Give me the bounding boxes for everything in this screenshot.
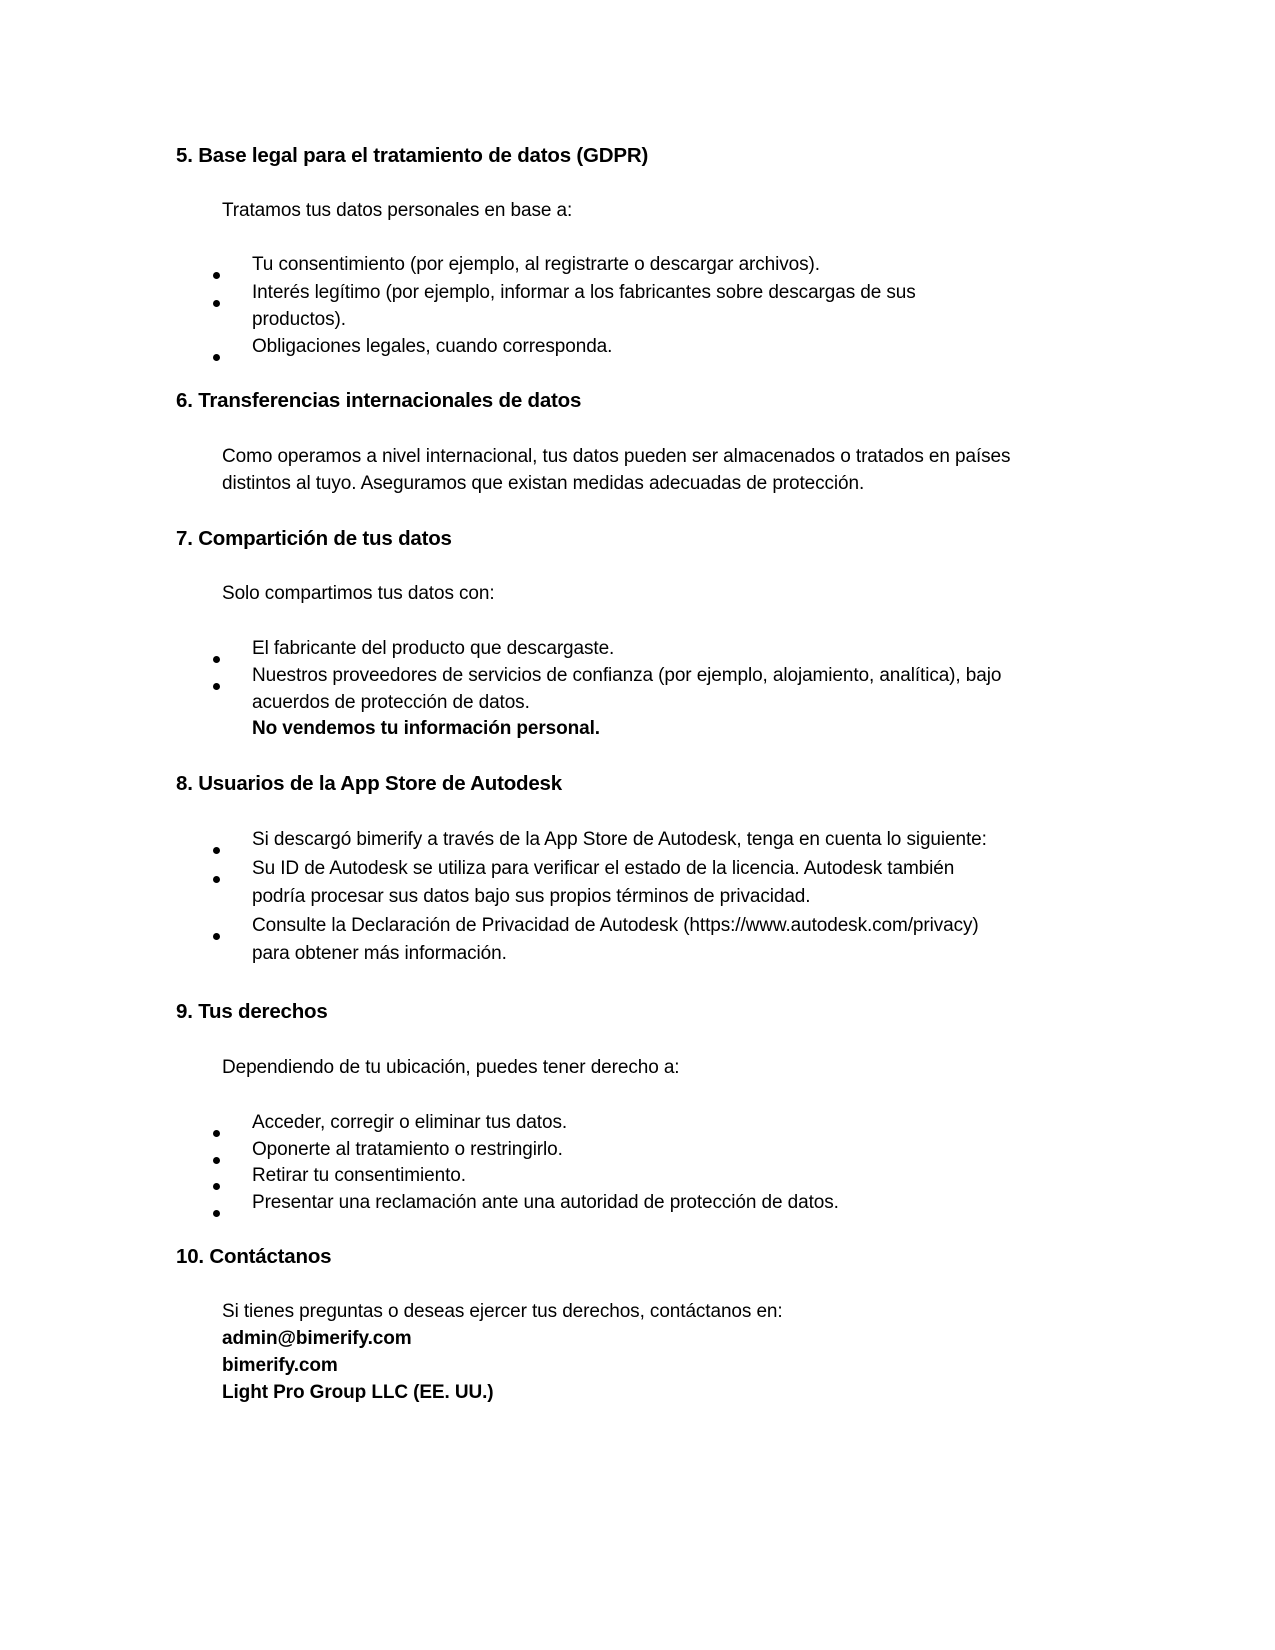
- section-7-intro: Solo compartimos tus datos con:: [222, 583, 495, 604]
- section-5-intro: Tratamos tus datos personales en base a:: [222, 200, 573, 221]
- section-10-intro: Si tienes preguntas o deseas ejercer tus derechos, contáctanos en:: [222, 1301, 783, 1322]
- section-heading-9: 9. Tus derechos: [176, 1000, 328, 1023]
- list-item: Presentar una reclamación ante una autoridad de protección de datos.: [252, 1192, 839, 1213]
- section-6-paragraph-line: distintos al tuyo. Aseguramos que existan medidas adecuadas de protección.: [222, 473, 865, 494]
- company-name: Light Pro Group LLC (EE. UU.): [222, 1382, 494, 1403]
- website-link[interactable]: bimerify.com: [222, 1355, 338, 1376]
- list-item: Retirar tu consentimiento.: [252, 1165, 466, 1186]
- bullet-icon: [213, 1130, 220, 1137]
- list-item: Su ID de Autodesk se utiliza para verificar el estado de la licencia. Autodesk también: [252, 858, 955, 879]
- list-item: El fabricante del producto que descargaste.: [252, 638, 615, 659]
- bullet-icon: [213, 1157, 220, 1164]
- section-heading-8: 8. Usuarios de la App Store de Autodesk: [176, 772, 562, 795]
- list-item: Si descargó bimerify a través de la App Store de Autodesk, tenga en cuenta lo siguiente:: [252, 829, 987, 850]
- section-heading-6: 6. Transferencias internacionales de datos: [176, 389, 582, 412]
- list-item-continuation: productos).: [252, 309, 346, 330]
- bullet-icon: [213, 876, 220, 883]
- section-heading-7: 7. Compartición de tus datos: [176, 527, 452, 550]
- section-heading-10: 10. Contáctanos: [176, 1245, 332, 1268]
- list-item-continuation: podría procesar sus datos bajo sus propios términos de privacidad.: [252, 886, 811, 907]
- bullet-icon: [213, 683, 220, 690]
- no-sale-notice: No vendemos tu información personal.: [252, 718, 600, 739]
- list-item: Nuestros proveedores de servicios de confianza (por ejemplo, alojamiento, analítica), bajo: [252, 665, 1002, 686]
- list-item: Obligaciones legales, cuando corresponda.: [252, 336, 613, 357]
- section-heading-5: 5. Base legal para el tratamiento de datos (GDPR): [176, 144, 649, 167]
- bullet-icon: [213, 1210, 220, 1217]
- bullet-icon: [213, 656, 220, 663]
- list-item-continuation: para obtener más información.: [252, 943, 507, 964]
- list-item: Acceder, corregir o eliminar tus datos.: [252, 1112, 568, 1133]
- list-item: Oponerte al tratamiento o restringirlo.: [252, 1139, 563, 1160]
- bullet-icon: [213, 354, 220, 361]
- contact-email-link[interactable]: admin@bimerify.com: [222, 1328, 412, 1349]
- list-item-continuation: acuerdos de protección de datos.: [252, 692, 530, 713]
- bullet-icon: [213, 847, 220, 854]
- list-item: Consulte la Declaración de Privacidad de Autodesk (https://www.autodesk.com/privacy): [252, 915, 979, 936]
- bullet-icon: [213, 933, 220, 940]
- bullet-icon: [213, 272, 220, 279]
- bullet-icon: [213, 1183, 220, 1190]
- list-item: Interés legítimo (por ejemplo, informar a los fabricantes sobre descargas de sus: [252, 282, 916, 303]
- bullet-icon: [213, 300, 220, 307]
- section-6-paragraph-line: Como operamos a nivel internacional, tus datos pueden ser almacenados o tratados en países: [222, 446, 1011, 467]
- section-9-intro: Dependiendo de tu ubicación, puedes tener derecho a:: [222, 1057, 680, 1078]
- list-item: Tu consentimiento (por ejemplo, al registrarte o descargar archivos).: [252, 254, 820, 275]
